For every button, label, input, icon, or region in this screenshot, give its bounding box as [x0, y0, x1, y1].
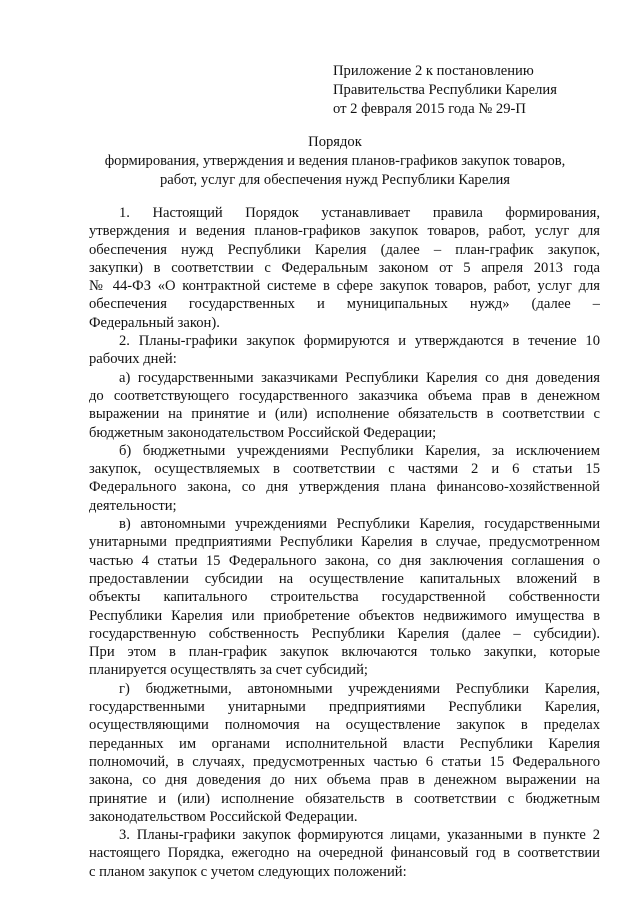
paragraph-line: с планом закупок с учетом следующих положений: — [89, 863, 407, 880]
document-title — [70, 133, 600, 190]
paragraph-line: в) автономными учреждениями Республики Карелия, государственными — [119, 516, 600, 533]
paragraph-line: государственную собственность Республики Карелия (далее – субсидии). — [89, 625, 600, 642]
paragraph-line: унитарными предприятиями Республики Карелия в случае, предусмотренном — [89, 534, 600, 551]
paragraph-3 — [89, 826, 600, 881]
paragraph-line: б) бюджетными учреждениями Республики Карелия, за исключением — [119, 442, 600, 459]
paragraph-line: частью 4 статьи 15 Федерального закона, со дня заключения соглашения о — [89, 552, 600, 569]
paragraph-line: принятие и (или) исполнение обязательств в соответствии с бюджетным — [89, 790, 600, 807]
paragraph-line: 2. Планы-графики закупок формируются и утверждаются в течение 10 — [119, 333, 600, 350]
paragraph-1 — [89, 204, 600, 332]
paragraph-line: деятельности; — [89, 497, 177, 514]
paragraph-line: г) бюджетными, автономными учреждениями Республики Карелия, — [119, 680, 600, 697]
paragraph-line: 3. Планы-графики закупок формируются лицами, указанными в пункте 2 — [119, 827, 600, 844]
document-body — [89, 204, 600, 881]
title-line-3: работ, услуг для обеспечения нужд Республики Карелия — [159, 172, 511, 188]
paragraph-line: бюджетным законодательством Российской Федерации; — [89, 424, 437, 441]
paragraph-line: № 44-ФЗ «О контрактной системе в сфере закупок товаров, работ, услуг для — [89, 278, 600, 295]
header-line-1: Приложение 2 к постановлению — [333, 63, 534, 79]
paragraph-line: настоящего Порядка, ежегодно на очередной финансовый год в соответствии — [89, 845, 600, 862]
paragraph-line: закупки) в соответствии с Федеральным законом от 5 апреля 2013 года — [89, 259, 600, 276]
paragraph-2a — [89, 369, 600, 442]
header-line-2: Правительства Республики Карелия — [333, 82, 557, 98]
paragraph-line: закона, со дня доведения до них объема прав в денежном выражении на — [89, 772, 600, 789]
document-header — [333, 62, 623, 119]
paragraph-line: обеспечения нужд Республики Карелия (далее – план-график закупок, — [89, 241, 600, 258]
paragraph-line: закупок, осуществляемых в соответствии с частями 2 и 6 статьи 15 — [89, 461, 600, 478]
paragraph-2 — [89, 332, 600, 369]
header-line-3: от 2 февраля 2015 года № 29-П — [333, 101, 526, 117]
paragraph-2g — [89, 680, 600, 826]
paragraph-line: государственными унитарными предприятиями Республики Карелия, — [89, 699, 600, 716]
paragraph-line: Федеральный закон). — [89, 314, 220, 331]
paragraph-line: предоставлении субсидии на осуществление капитальных вложений в — [89, 570, 600, 587]
paragraph-line: полномочий, в случаях, предусмотренных частью 6 статьи 15 Федерального — [89, 753, 600, 770]
paragraph-line: обеспечения государственных и муниципальных нужд» (далее – — [89, 296, 600, 313]
paragraph-line: до соответствующего государственного заказчика объема прав в денежном — [89, 387, 600, 404]
paragraph-2b — [89, 442, 600, 515]
paragraph-line: а) государственными заказчиками Республики Карелия со дня доведения — [119, 369, 600, 386]
paragraph-line: Федерального закона, со дня утверждения плана финансово-хозяйственной — [89, 479, 600, 496]
paragraph-2v — [89, 515, 600, 680]
paragraph-line: планируется осуществлять за счет субсидий; — [89, 662, 368, 679]
paragraph-line: утверждения и ведения планов-графиков закупок товаров, работ, услуг для — [89, 223, 600, 240]
paragraph-line: законодательством Российской Федерации. — [89, 808, 358, 825]
paragraph-line: рабочих дней: — [89, 351, 177, 368]
paragraph-line: осуществляющими полномочия на осуществление закупок в пределах — [89, 717, 600, 734]
paragraph-line: При этом в план-график закупок включаются только закупки, которые — [89, 644, 600, 661]
paragraph-line: выражении на принятие и (или) исполнение обязательств в соответствии с — [89, 406, 600, 423]
paragraph-line: переданных им органами исполнительной власти Республики Карелия — [89, 735, 600, 752]
title-line-1: Порядок — [308, 134, 362, 150]
paragraph-line: Республики Карелия или приобретение объектов недвижимого имущества в — [89, 607, 600, 624]
paragraph-line: 1. Настоящий Порядок устанавливает правила формирования, — [119, 205, 600, 221]
paragraph-line: объекты капитального строительства государственной собственности — [89, 589, 600, 606]
title-line-2: формирования, утверждения и ведения планов-графиков закупок товаров, — [104, 153, 566, 169]
